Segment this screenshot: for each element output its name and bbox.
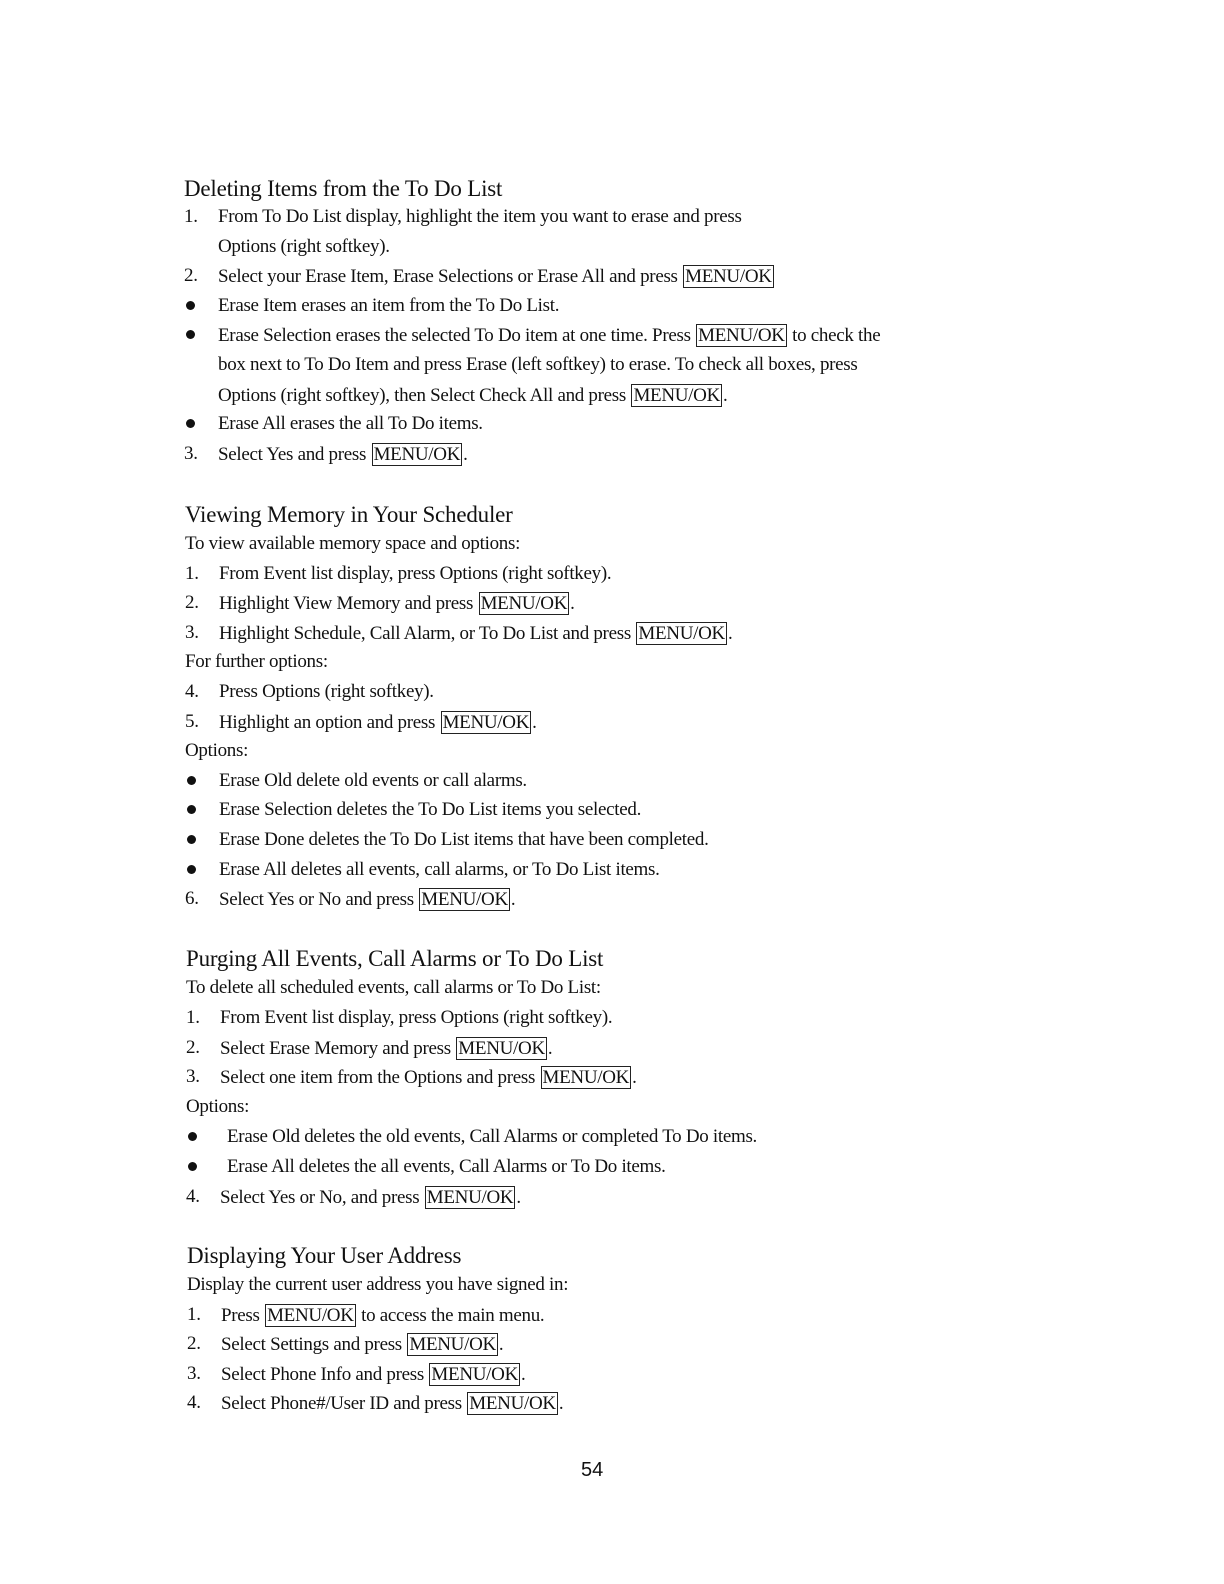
text-run: From Event list display, press Options (right softkey). (219, 563, 612, 584)
line-text (185, 651, 328, 673)
line-text (221, 1304, 544, 1327)
line-text (220, 1007, 612, 1029)
step-number: 1. (185, 563, 199, 584)
line-text (185, 533, 520, 555)
bullet-icon (186, 301, 195, 310)
menu-ok-key-label: MENU/OK (469, 1393, 556, 1414)
text-run: Erase Old delete old events or call alarms. (219, 770, 527, 791)
line-text (219, 799, 641, 821)
text-run: Press Options (right softkey). (219, 681, 434, 702)
menu-ok-key-label: MENU/OK (685, 266, 772, 287)
text-run: Erase All deletes all events, call alarms, or To Do List items. (219, 859, 660, 880)
text-run: . (510, 889, 516, 910)
line-text (218, 354, 858, 376)
text-run: Options: (185, 740, 249, 761)
line-text (218, 443, 468, 466)
menu-ok-key-label: MENU/OK (442, 712, 530, 733)
menu-ok-key-label: MENU/OK (421, 889, 508, 910)
text-run: To view available memory space and options: (185, 533, 521, 554)
line-text (227, 1126, 757, 1148)
step-number: 2. (185, 592, 199, 613)
line-text (219, 711, 537, 734)
menu-ok-key-label: MENU/OK (458, 1038, 545, 1059)
text-run: For further options: (185, 651, 328, 672)
text-run: Erase Done deletes the To Do List items that have been completed. (219, 829, 709, 850)
line-text (220, 1037, 552, 1060)
bullet-icon (186, 419, 195, 428)
step-number: 4. (186, 1186, 200, 1207)
section-heading: Deleting Items from the To Do List (184, 176, 503, 201)
text-run: Select Yes and press (218, 444, 371, 465)
line-text (219, 563, 611, 585)
text-run: Select your Erase Item, Erase Selections or Erase All and press (218, 266, 683, 287)
bullet-icon (187, 805, 196, 814)
line-text (186, 1096, 249, 1118)
step-number: 3. (186, 1066, 200, 1087)
line-text (221, 1363, 525, 1386)
bullet-icon (187, 835, 196, 844)
text-run: Select Phone Info and press (221, 1364, 429, 1385)
line-text (227, 1156, 666, 1178)
text-run: Select Yes or No and press (219, 889, 419, 910)
line-text (218, 295, 559, 317)
text-run: . (632, 1067, 637, 1088)
text-run: Erase Selection deletes the To Do List items you selected. (219, 799, 642, 820)
line-text (185, 740, 248, 762)
text-run: Select Erase Memory and press (220, 1038, 456, 1059)
menu-ok-key-label: MENU/OK (698, 325, 785, 346)
menu-ok-key-label: MENU/OK (542, 1067, 630, 1088)
text-run: Display the current user address you have signed in: (187, 1274, 569, 1295)
text-run: . (521, 1364, 526, 1385)
text-run: . (570, 593, 575, 614)
text-run: From Event list display, press Options (right softkey). (220, 1007, 613, 1028)
menu-ok-key-label: MENU/OK (431, 1364, 518, 1385)
text-run: . (727, 623, 733, 644)
line-text (218, 265, 775, 288)
text-run: Select one item from the Options and press (220, 1067, 540, 1088)
section-heading: Purging All Events, Call Alarms or To Do List (186, 946, 604, 971)
step-number: 4. (187, 1392, 201, 1413)
menu-ok-key-label: MENU/OK (373, 444, 461, 465)
step-number: 6. (185, 888, 199, 909)
text-run: Erase Selection erases the selected To Do item at one time. Press (218, 325, 696, 346)
text-run: Options: (186, 1096, 250, 1117)
text-run: Select Yes or No, and press (220, 1187, 424, 1208)
text-run: To delete all scheduled events, call alarms or To Do List: (186, 977, 601, 998)
text-run: Options (right softkey), then Select Check All and press (218, 385, 631, 406)
line-text (219, 859, 660, 881)
line-text (220, 1066, 637, 1089)
line-text (219, 681, 434, 703)
bullet-icon (187, 865, 196, 874)
text-run: . (516, 1187, 521, 1208)
menu-ok-key-label: MENU/OK (633, 385, 721, 406)
step-number: 2. (186, 1037, 200, 1058)
line-text (187, 1274, 568, 1296)
line-text (218, 384, 727, 407)
menu-ok-key-label: MENU/OK (267, 1305, 354, 1326)
step-number: 1. (184, 206, 198, 227)
text-run: From To Do List display, highlight the item you want to erase and press (218, 206, 742, 227)
line-text (219, 622, 732, 645)
section-heading: Displaying Your User Address (187, 1243, 462, 1268)
line-text (219, 829, 709, 851)
menu-ok-key-label: MENU/OK (409, 1334, 496, 1355)
step-number: 1. (186, 1007, 200, 1028)
line-text (186, 977, 601, 999)
step-number: 2. (187, 1333, 201, 1354)
bullet-icon (187, 776, 196, 785)
bullet-icon (188, 1162, 197, 1171)
line-text (221, 1392, 563, 1415)
text-run: . (547, 1038, 553, 1059)
step-number: 4. (185, 681, 199, 702)
text-run: Highlight View Memory and press (219, 593, 478, 614)
text-run: Highlight an option and press (219, 712, 440, 733)
bullet-icon (186, 330, 195, 339)
step-number: 2. (184, 265, 198, 286)
step-number: 1. (187, 1304, 201, 1325)
section-heading: Viewing Memory in Your Scheduler (185, 502, 513, 527)
text-run: Highlight Schedule, Call Alarm, or To Do List and press (219, 623, 636, 644)
menu-ok-key-label: MENU/OK (638, 623, 725, 644)
line-text (218, 324, 880, 347)
text-run: . (498, 1334, 504, 1355)
line-text (219, 592, 575, 615)
step-number: 3. (185, 622, 199, 643)
page-number: 54 (581, 1459, 604, 1481)
bullet-icon (188, 1132, 197, 1141)
line-text (218, 206, 742, 228)
text-run: Erase Item erases an item from the To Do List. (218, 295, 560, 316)
text-run: . (723, 385, 728, 406)
text-run: . (532, 712, 537, 733)
line-text (220, 1186, 521, 1209)
text-run: box next to To Do Item and press Erase (left softkey) to erase. To check all boxes, press (218, 354, 858, 375)
text-run: . (463, 444, 468, 465)
text-run: to access the main menu. (356, 1305, 545, 1326)
line-text (218, 413, 483, 435)
line-text (221, 1333, 503, 1356)
line-text (218, 236, 390, 258)
line-text (219, 770, 527, 792)
menu-ok-key-label: MENU/OK (426, 1187, 514, 1208)
text-run: Select Settings and press (221, 1334, 407, 1355)
text-run: to check the (787, 325, 881, 346)
text-run: Select Phone#/User ID and press (221, 1393, 467, 1414)
text-run: Options (right softkey). (218, 236, 390, 257)
text-run: Erase All deletes the all events, Call Alarms or To Do items. (227, 1156, 666, 1177)
step-number: 3. (187, 1363, 201, 1384)
step-number: 3. (184, 443, 198, 464)
text-run: Erase Old deletes the old events, Call Alarms or completed To Do items. (227, 1126, 758, 1147)
line-text (219, 888, 515, 911)
step-number: 5. (185, 711, 199, 732)
text-run: . (558, 1393, 564, 1414)
menu-ok-key-label: MENU/OK (480, 593, 568, 614)
text-run: Erase All erases the all To Do items. (218, 413, 483, 434)
text-run: Press (221, 1305, 265, 1326)
